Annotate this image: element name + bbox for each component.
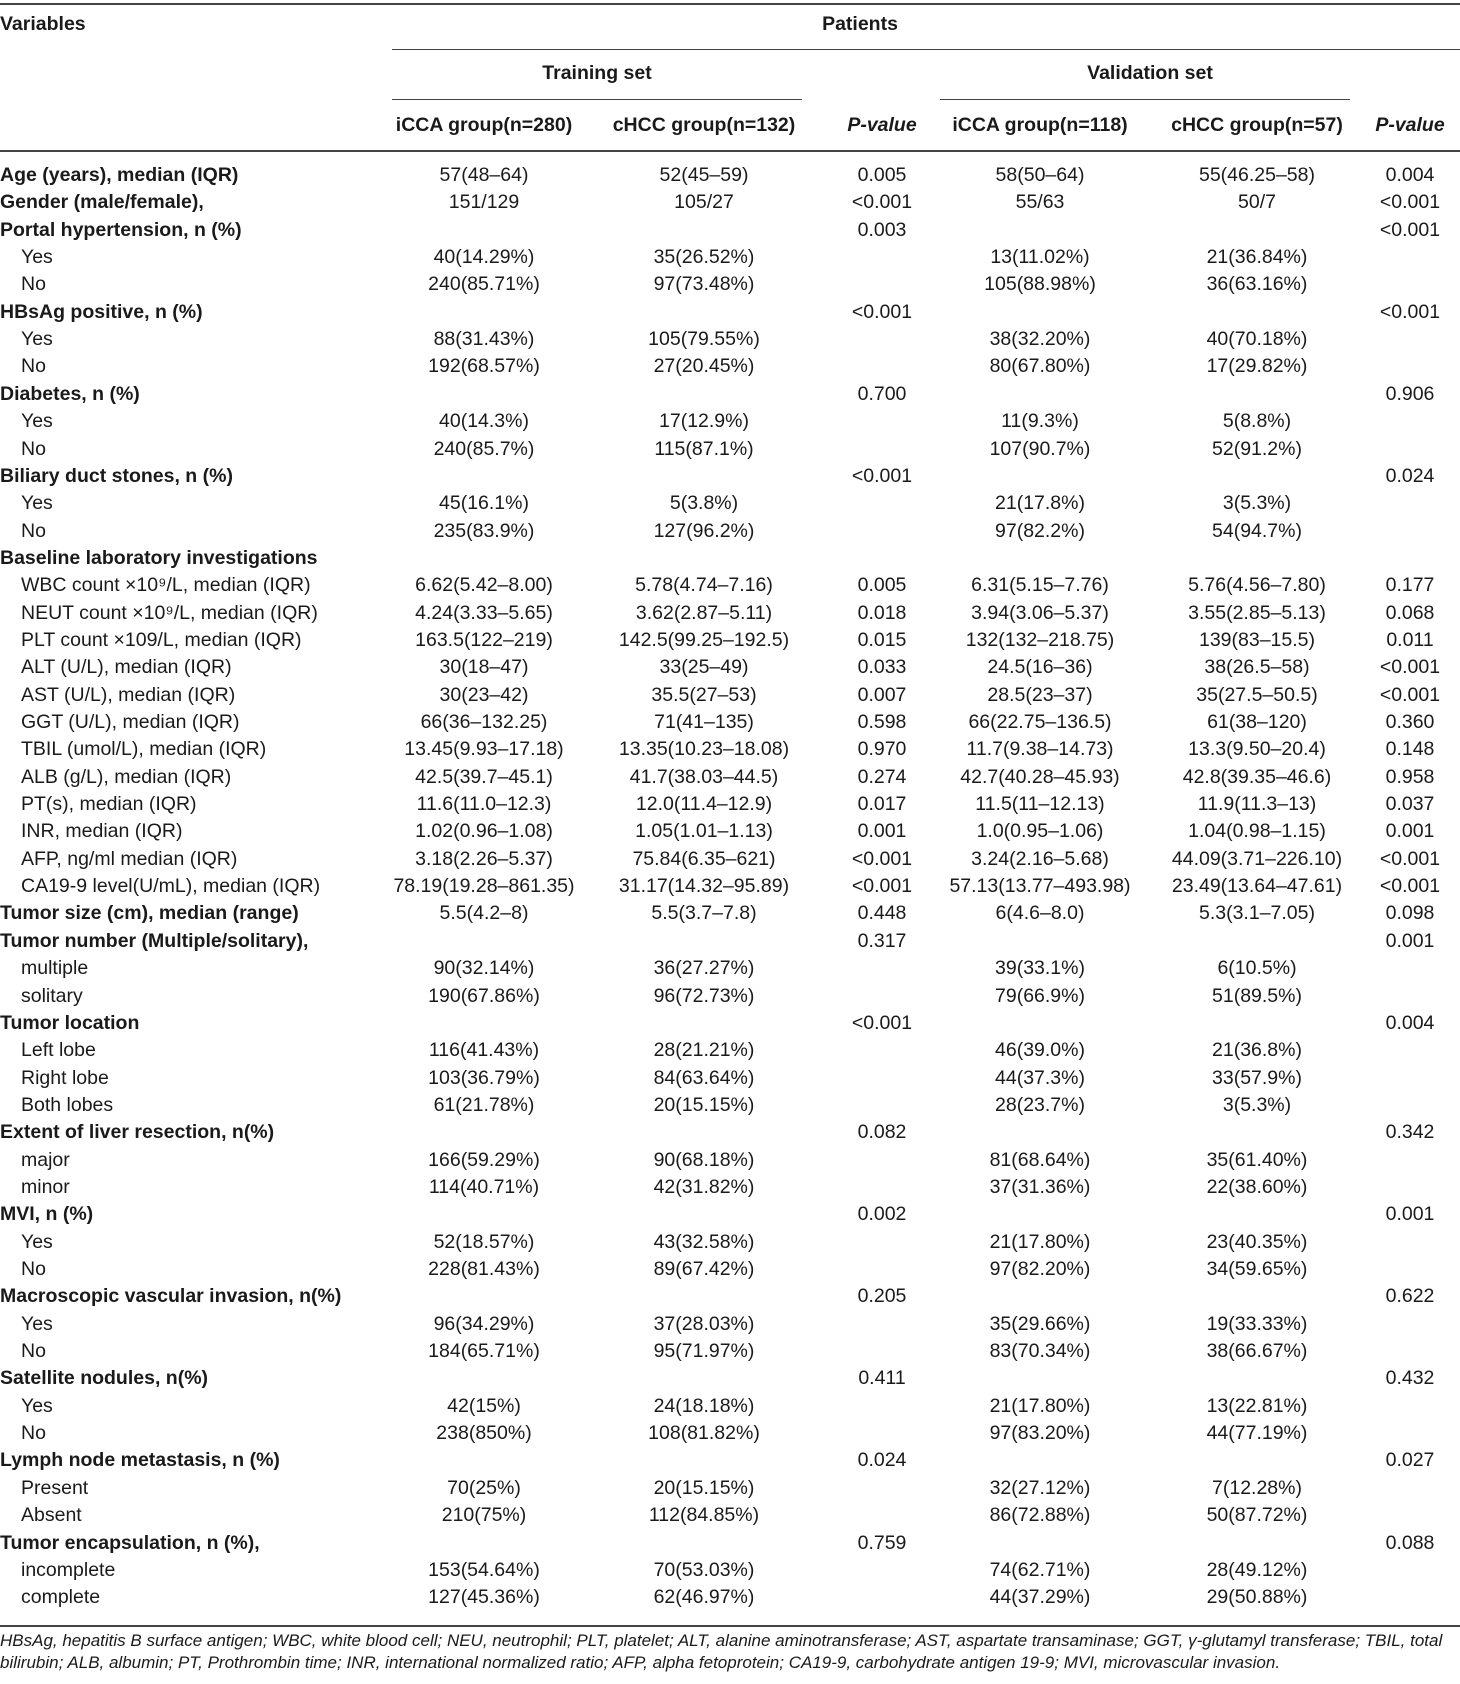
- row-value: <0.001: [1379, 218, 1441, 241]
- row-label: No: [21, 1422, 46, 1445]
- row-value: <0.001: [851, 847, 913, 870]
- row-value: 11.7(9.38–14.73): [966, 738, 1114, 761]
- row-value: 112(84.85%): [648, 1504, 760, 1527]
- row-value: <0.001: [1379, 191, 1441, 214]
- row-value: 0.700: [857, 382, 907, 405]
- row-value: 37(28.03%): [653, 1312, 755, 1335]
- row-value: 28.5(23–37): [987, 683, 1093, 706]
- row-value: 4.24(3.33–5.65): [415, 601, 553, 624]
- row-value: 55(46.25–58): [1198, 164, 1315, 186]
- row-value: 17(12.9%): [659, 410, 749, 433]
- row-label: PT(s), median (IQR): [21, 793, 197, 816]
- row-value: 190(67.86%): [428, 984, 540, 1007]
- header-validation-set: Validation set: [1087, 62, 1213, 84]
- row-value: 0.018: [857, 601, 907, 624]
- row-value: 55/63: [1015, 191, 1065, 214]
- row-value: 0.970: [857, 738, 907, 761]
- row-value: 13.3(9.50–20.4): [1188, 738, 1326, 761]
- row-value: 0.958: [1385, 765, 1435, 788]
- row-value: 97(73.48%): [653, 273, 755, 296]
- header-train-chcc: cHCC group(n=132): [612, 114, 796, 136]
- row-value: 13(11.02%): [990, 246, 1090, 269]
- row-value: 96(72.73%): [653, 984, 755, 1007]
- row-value: 41.7(38.03–44.5): [629, 765, 779, 788]
- row-label: minor: [21, 1175, 70, 1198]
- row-value: 96(34.29%): [433, 1312, 535, 1335]
- row-label: complete: [21, 1586, 101, 1609]
- row-label: Satellite nodules, n(%): [0, 1367, 209, 1390]
- row-value: 74(62.71%): [989, 1558, 1091, 1581]
- row-value: 86(72.88%): [989, 1504, 1091, 1527]
- row-value: 0.024: [1385, 464, 1435, 487]
- row-value: 0.001: [1385, 1203, 1435, 1226]
- row-value: 0.088: [1385, 1531, 1435, 1554]
- row-value: 0.274: [857, 765, 907, 788]
- row-value: <0.001: [851, 191, 913, 214]
- row-label: Age (years), median (IQR): [0, 164, 239, 186]
- row-label: Gender (male/female),: [0, 191, 204, 214]
- row-value: 24.5(16–36): [987, 656, 1093, 679]
- row-value: 90(32.14%): [433, 957, 535, 980]
- row-value: 6(4.6–8.0): [995, 902, 1085, 925]
- row-label: Left lobe: [21, 1039, 96, 1062]
- row-value: 44(37.3%): [995, 1066, 1085, 1089]
- row-value: 5(8.8%): [1222, 410, 1292, 433]
- header-val-pvalue: P-value: [1375, 114, 1445, 136]
- row-label: GGT (U/L), median (IQR): [21, 711, 240, 733]
- row-value: 0.177: [1385, 574, 1435, 597]
- row-value: 52(18.57%): [433, 1230, 535, 1253]
- row-value: 28(21.21%): [653, 1039, 755, 1062]
- row-value: 0.360: [1385, 711, 1435, 733]
- row-value: 0.027: [1385, 1449, 1435, 1472]
- row-label: multiple: [21, 957, 89, 980]
- row-value: 88(31.43%): [433, 328, 535, 351]
- row-value: 46(39.0%): [995, 1039, 1085, 1062]
- row-value: 22(38.60%): [1206, 1175, 1308, 1198]
- row-value: 1.02(0.96–1.08): [415, 820, 553, 843]
- row-value: 40(14.3%): [439, 410, 529, 433]
- row-value: 192(68.57%): [428, 355, 540, 378]
- row-value: 127(45.36%): [428, 1586, 540, 1609]
- row-value: 66(36–132.25): [420, 711, 548, 733]
- row-value: 235(83.9%): [433, 519, 535, 542]
- row-value: 11.6(11.0–12.3): [416, 793, 552, 816]
- row-value: 34(59.65%): [1206, 1258, 1308, 1280]
- row-value: 32(27.12%): [989, 1476, 1091, 1499]
- row-value: 139(83–15.5): [1198, 628, 1315, 651]
- row-label: Tumor size (cm), median (range): [0, 902, 299, 925]
- row-value: <0.001: [1379, 300, 1441, 323]
- row-value: 0.448: [857, 902, 907, 925]
- row-label: No: [21, 273, 46, 296]
- row-value: <0.001: [851, 464, 913, 487]
- row-value: 51(89.5%): [1212, 984, 1302, 1007]
- row-value: <0.001: [1379, 656, 1441, 679]
- row-label: No: [21, 1340, 46, 1363]
- row-label: Diabetes, n (%): [0, 382, 140, 405]
- row-value: 89(67.42%): [653, 1258, 755, 1280]
- row-label: AST (U/L), median (IQR): [21, 683, 236, 706]
- row-value: 0.432: [1385, 1367, 1435, 1390]
- row-value: 3.55(2.85–5.13): [1188, 601, 1326, 624]
- row-label: AFP, ng/ml median (IQR): [21, 847, 238, 870]
- row-value: 21(36.84%): [1206, 246, 1308, 269]
- row-value: 13.35(10.23–18.08): [618, 738, 790, 761]
- row-value: 0.005: [857, 574, 907, 597]
- row-value: 42.8(39.35–46.6): [1182, 765, 1332, 788]
- row-value: 57.13(13.77–493.98): [949, 875, 1131, 898]
- row-value: 95(71.97%): [653, 1340, 755, 1363]
- row-value: 238(850%): [436, 1422, 532, 1445]
- row-value: 66(22.75–136.5): [968, 711, 1112, 733]
- row-value: 153(54.64%): [428, 1558, 540, 1581]
- row-label: CA19-9 level(U/mL), median (IQR): [21, 875, 321, 898]
- row-value: <0.001: [1379, 875, 1441, 898]
- row-label: HBsAg positive, n (%): [0, 300, 203, 323]
- row-label: Both lobes: [21, 1093, 114, 1116]
- row-value: 20(15.15%): [653, 1476, 755, 1499]
- row-label: Yes: [21, 1394, 53, 1417]
- row-value: 29(50.88%): [1206, 1586, 1308, 1609]
- row-value: 28(23.7%): [995, 1093, 1085, 1116]
- row-value: 0.003: [857, 218, 907, 241]
- row-value: 0.148: [1385, 738, 1435, 761]
- row-value: 1.04(0.98–1.15): [1188, 820, 1326, 843]
- row-value: 103(36.79%): [428, 1066, 540, 1089]
- row-value: <0.001: [1379, 847, 1441, 870]
- row-value: 21(17.80%): [989, 1230, 1091, 1253]
- row-value: 62(46.97%): [653, 1586, 755, 1609]
- row-label: Yes: [21, 410, 53, 433]
- row-value: 17(29.82%): [1206, 355, 1308, 378]
- row-value: 13(22.81%): [1206, 1394, 1308, 1417]
- header-variables: Variables: [0, 13, 86, 35]
- row-value: 50(87.72%): [1206, 1504, 1308, 1527]
- row-label: Tumor number (Multiple/solitary),: [0, 929, 309, 952]
- row-value: 0.007: [857, 683, 907, 706]
- header-training-set: Training set: [542, 62, 652, 84]
- row-label: No: [21, 355, 46, 378]
- row-value: 35(26.52%): [653, 246, 755, 269]
- row-value: 132(132–218.75): [965, 628, 1115, 651]
- row-label: INR, median (IQR): [21, 820, 183, 843]
- row-value: 19(33.33%): [1206, 1312, 1308, 1335]
- row-value: 52(45–59): [659, 164, 749, 186]
- row-value: 166(59.29%): [428, 1148, 540, 1171]
- row-value: 97(82.2%): [995, 519, 1085, 542]
- row-value: 11.5(11–12.13): [975, 793, 1105, 816]
- row-label: Portal hypertension, n (%): [0, 218, 242, 241]
- row-value: 11(9.3%): [1001, 410, 1079, 433]
- patients-rule: [392, 49, 1460, 50]
- row-label: Yes: [21, 1230, 53, 1253]
- row-value: 33(57.9%): [1212, 1066, 1302, 1089]
- row-value: 97(82.20%): [989, 1258, 1091, 1280]
- row-value: 40(70.18%): [1206, 328, 1308, 351]
- header-patients: Patients: [822, 13, 898, 35]
- row-value: 42(31.82%): [653, 1175, 755, 1198]
- row-value: 44(77.19%): [1206, 1422, 1308, 1445]
- row-value: 3(5.3%): [1222, 1093, 1292, 1116]
- row-value: 228(81.43%): [428, 1258, 540, 1280]
- row-value: 0.082: [857, 1121, 907, 1144]
- row-label: Absent: [21, 1504, 82, 1527]
- training-rule: [392, 99, 802, 100]
- row-label: Yes: [21, 328, 53, 351]
- header-train-icca: iCCA group(n=280): [395, 114, 573, 136]
- row-value: 0.342: [1385, 1121, 1435, 1144]
- row-label: Lymph node metastasis, n (%): [0, 1449, 280, 1472]
- row-value: 0.001: [857, 820, 907, 843]
- row-label: Yes: [21, 246, 53, 269]
- row-value: 115(87.1%): [654, 437, 754, 460]
- row-value: 97(83.20%): [989, 1422, 1091, 1445]
- row-value: 0.622: [1385, 1285, 1435, 1308]
- row-value: 105(79.55%): [648, 328, 760, 351]
- row-label: No: [21, 437, 46, 460]
- row-value: 105(88.98%): [984, 273, 1096, 296]
- row-value: 35(27.5–50.5): [1196, 683, 1318, 706]
- header-val-chcc: cHCC group(n=57): [1171, 114, 1343, 136]
- row-value: 33(25–49): [659, 656, 749, 679]
- row-value: <0.001: [1379, 683, 1441, 706]
- row-value: 0.033: [857, 656, 907, 679]
- row-label: Yes: [21, 1312, 53, 1335]
- row-value: 70(25%): [447, 1476, 521, 1499]
- row-label: Extent of liver resection, n(%): [0, 1121, 275, 1144]
- row-value: <0.001: [851, 300, 913, 323]
- row-value: 107(90.7%): [989, 437, 1091, 460]
- row-value: 0.015: [857, 628, 907, 651]
- top-rule: [0, 3, 1460, 5]
- row-value: 116(41.43%): [428, 1039, 540, 1062]
- row-label: TBIL (umol/L), median (IQR): [21, 738, 267, 761]
- row-value: 5.5(4.2–8): [439, 902, 529, 925]
- row-value: 58(50–64): [995, 164, 1085, 186]
- row-label: Present: [21, 1476, 89, 1499]
- row-label: Baseline laboratory investigations: [0, 546, 318, 569]
- row-value: 42(15%): [447, 1394, 521, 1417]
- row-value: 84(63.64%): [653, 1066, 755, 1089]
- row-label: Yes: [21, 492, 53, 515]
- row-value: 79(66.9%): [995, 984, 1085, 1007]
- row-value: 3.62(2.87–5.11): [635, 601, 773, 624]
- row-value: 240(85.71%): [428, 273, 540, 296]
- row-value: 70(53.03%): [653, 1558, 755, 1581]
- row-value: 44.09(3.71–226.10): [1171, 847, 1343, 870]
- row-value: 0.068: [1385, 601, 1435, 624]
- row-value: 35(61.40%): [1206, 1148, 1308, 1171]
- row-value: 7(12.28%): [1212, 1476, 1302, 1499]
- row-value: 78.19(19.28–861.35): [393, 875, 575, 898]
- row-value: 0.001: [1385, 929, 1435, 952]
- row-value: 3(5.3%): [1222, 492, 1292, 515]
- header-val-icca: iCCA group(n=118): [952, 114, 1128, 136]
- row-value: 21(17.80%): [989, 1394, 1091, 1417]
- row-value: 35(29.66%): [989, 1312, 1091, 1335]
- row-value: 83(70.34%): [989, 1340, 1091, 1363]
- row-value: 38(66.67%): [1206, 1340, 1308, 1363]
- row-value: 75.84(6.35–621): [632, 847, 776, 870]
- row-value: 5(3.8%): [669, 492, 739, 515]
- row-value: 0.002: [857, 1203, 907, 1226]
- row-value: 3.18(2.26–5.37): [415, 847, 553, 870]
- row-label: No: [21, 1258, 46, 1280]
- row-label: Right lobe: [21, 1066, 109, 1089]
- row-value: 210(75%): [441, 1504, 527, 1527]
- row-value: 40(14.29%): [433, 246, 535, 269]
- row-value: 11.9(11.3–13): [1197, 793, 1317, 816]
- row-value: 61(38–120): [1207, 711, 1307, 733]
- row-value: 23.49(13.64–47.61): [1171, 875, 1343, 898]
- row-value: 30(23–42): [439, 683, 529, 706]
- row-value: 127(96.2%): [653, 519, 755, 542]
- row-value: 6(10.5%): [1217, 957, 1297, 980]
- row-value: 5.78(4.74–7.16): [635, 574, 773, 597]
- row-label: incomplete: [21, 1558, 116, 1581]
- row-value: 30(18–47): [439, 656, 529, 679]
- row-value: 28(49.12%): [1206, 1558, 1308, 1581]
- row-value: 71(41–135): [654, 711, 754, 733]
- row-value: 37(31.36%): [989, 1175, 1091, 1198]
- row-value: 0.317: [857, 929, 907, 952]
- row-label: MVI, n (%): [0, 1203, 94, 1226]
- row-value: 163.5(122–219): [415, 628, 553, 651]
- row-value: 240(85.7%): [433, 437, 535, 460]
- row-value: 39(33.1%): [995, 957, 1085, 980]
- row-label: solitary: [21, 984, 83, 1007]
- row-value: 0.098: [1385, 902, 1435, 925]
- row-value: 42.7(40.28–45.93): [960, 765, 1120, 788]
- row-label: Tumor encapsulation, n (%),: [0, 1531, 260, 1554]
- row-value: 38(32.20%): [989, 328, 1091, 351]
- row-label: ALT (U/L), median (IQR): [21, 656, 232, 679]
- row-value: 0.001: [1385, 820, 1435, 843]
- row-value: 44(37.29%): [989, 1586, 1091, 1609]
- row-value: 3.24(2.16–5.68): [971, 847, 1109, 870]
- row-value: 1.05(1.01–1.13): [635, 820, 773, 843]
- row-value: 6.31(5.15–7.76): [971, 574, 1109, 597]
- row-value: 0.004: [1385, 1011, 1435, 1034]
- row-value: 0.011: [1386, 628, 1434, 651]
- row-value: 80(67.80%): [989, 355, 1091, 378]
- row-value: 6.62(5.42–8.00): [415, 574, 553, 597]
- row-value: 36(27.27%): [653, 957, 755, 980]
- row-label: PLT count ×109/L, median (IQR): [21, 628, 302, 651]
- row-value: 20(15.15%): [653, 1093, 755, 1116]
- row-value: 52(91.2%): [1212, 437, 1302, 460]
- row-value: 36(63.16%): [1206, 273, 1308, 296]
- row-value: 21(36.8%): [1212, 1039, 1302, 1062]
- row-value: 54(94.7%): [1212, 519, 1302, 542]
- row-value: 90(68.18%): [653, 1148, 755, 1171]
- table-footnote: HBsAg, hepatitis B surface antigen; WBC, white blood cell; NEU, neutrophil; PLT, platelet; ALT, alanine aminotransferase; AST, aspartate transaminase; GGT, γ-glutamyl transferase; TBIL, total bilirubin; ALB, albumin; PT, Prothrombin time; INR, international normalized ratio; AFP, alpha fetoprotein; CA19-9, carbohydrate antigen 19-9; MVI, microvascular invasion.: [0, 1631, 1443, 1672]
- table-bottom-rule: [0, 1625, 1460, 1627]
- row-value: 151/129: [448, 191, 520, 214]
- row-value: 105/27: [674, 191, 734, 214]
- row-value: 0.004: [1385, 164, 1435, 186]
- row-value: 21(17.8%): [995, 492, 1085, 515]
- row-value: 43(32.58%): [653, 1230, 755, 1253]
- row-value: 12.0(11.4–12.9): [635, 793, 773, 816]
- row-value: 13.45(9.93–17.18): [404, 738, 564, 761]
- row-label: NEUT count ×10⁹/L, median (IQR): [21, 601, 318, 624]
- row-value: <0.001: [851, 875, 913, 898]
- row-value: 5.76(4.56–7.80): [1188, 574, 1326, 597]
- validation-rule: [940, 99, 1350, 100]
- row-value: 81(68.64%): [989, 1148, 1091, 1171]
- row-label: ALB (g/L), median (IQR): [21, 765, 232, 788]
- row-value: 38(26.5–58): [1204, 656, 1310, 679]
- row-value: 23(40.35%): [1206, 1230, 1308, 1253]
- row-value: 35.5(27–53): [651, 683, 757, 706]
- row-value: 5.5(3.7–7.8): [651, 902, 757, 925]
- row-value: 27(20.45%): [653, 355, 755, 378]
- row-value: 0.037: [1385, 793, 1435, 816]
- row-value: 142.5(99.25–192.5): [618, 628, 790, 651]
- row-label: WBC count ×10⁹/L, median (IQR): [21, 574, 311, 597]
- row-value: 3.94(3.06–5.37): [971, 601, 1109, 624]
- row-value: 5.3(3.1–7.05): [1198, 902, 1315, 925]
- header-train-pvalue: P-value: [847, 114, 917, 136]
- row-value: 24(18.18%): [653, 1394, 755, 1417]
- row-value: 45(16.1%): [439, 492, 529, 515]
- row-label: Tumor location: [0, 1011, 140, 1034]
- row-value: 42.5(39.7–45.1): [415, 765, 553, 788]
- row-value: 50/7: [1238, 191, 1276, 214]
- row-value: 184(65.71%): [428, 1340, 540, 1363]
- row-value: 61(21.78%): [433, 1093, 535, 1116]
- header-bottom-rule: [0, 150, 1460, 152]
- row-value: 0.411: [858, 1367, 906, 1390]
- row-value: 57(48–64): [439, 164, 529, 186]
- row-value: 114(40.71%): [428, 1175, 540, 1198]
- row-value: 1.0(0.95–1.06): [976, 820, 1104, 843]
- row-value: 0.024: [857, 1449, 907, 1472]
- row-value: 108(81.82%): [648, 1422, 760, 1445]
- row-value: 0.906: [1385, 382, 1435, 405]
- row-value: <0.001: [851, 1011, 913, 1034]
- row-value: 0.205: [857, 1285, 907, 1308]
- row-label: Macroscopic vascular invasion, n(%): [0, 1285, 342, 1308]
- row-value: 31.17(14.32–95.89): [618, 875, 790, 898]
- row-label: No: [21, 519, 46, 542]
- row-value: 0.017: [857, 793, 907, 816]
- row-label: Biliary duct stones, n (%): [0, 464, 233, 487]
- row-value: 0.598: [857, 711, 907, 733]
- row-label: major: [21, 1148, 70, 1171]
- row-value: 0.005: [857, 164, 907, 186]
- row-value: 0.759: [857, 1531, 907, 1554]
